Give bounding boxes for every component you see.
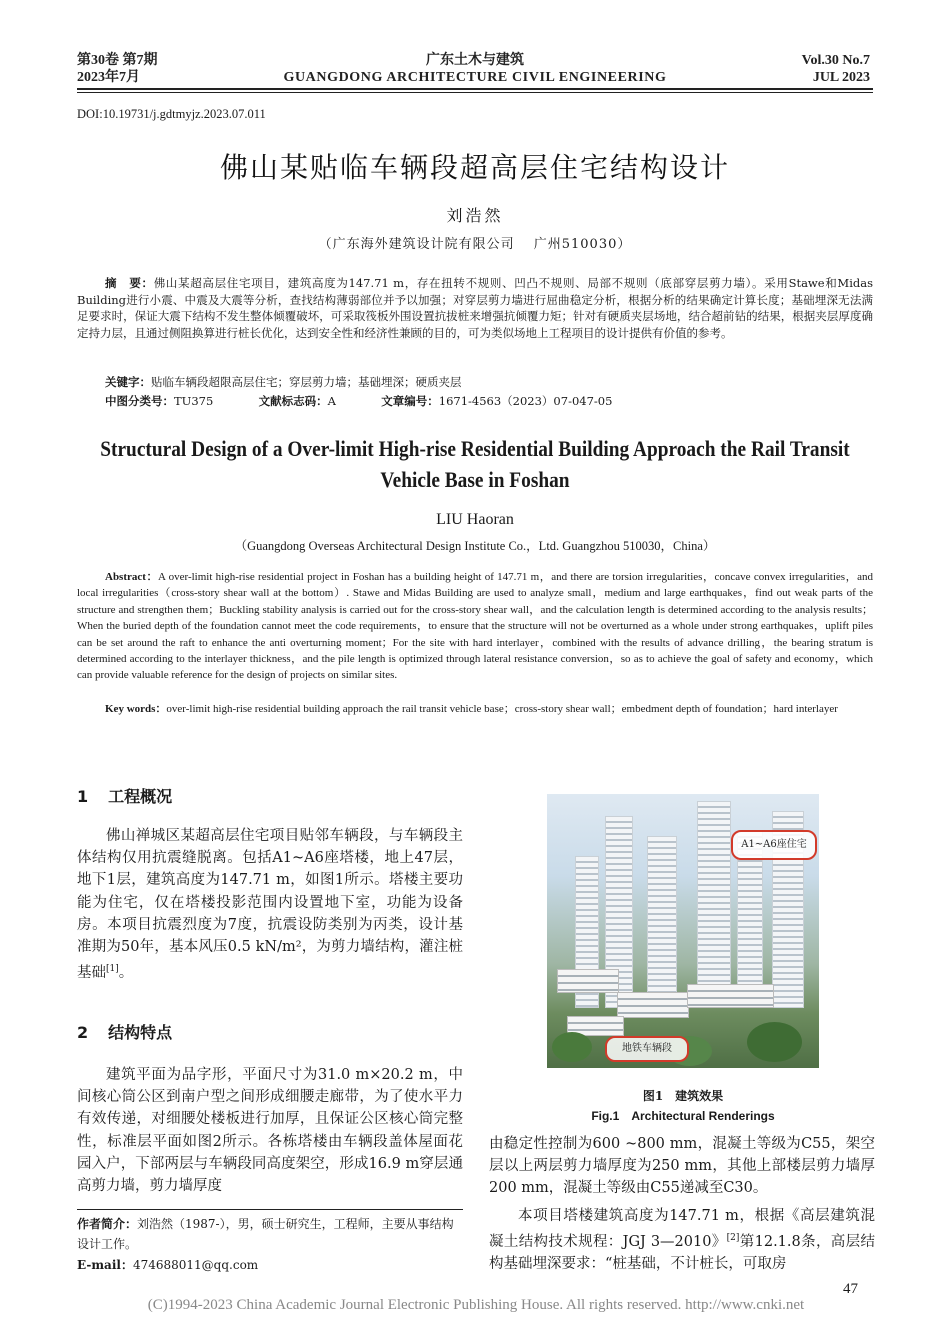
page-number: 47 (843, 1281, 858, 1297)
tree (552, 1032, 592, 1062)
abstract-en-label: Abstract： (105, 571, 158, 583)
keywords-cn-label: 关键字： (105, 375, 151, 389)
title-cn: 佛山某贴临车辆段超高层住宅结构设计 (219, 151, 730, 184)
title-en-line-1: Structural Design of a Over-limit High-rise Residential Building Approach the Rail Transit (100, 436, 850, 461)
tower (647, 836, 677, 1008)
figure-1-rendering (547, 794, 819, 1068)
keywords-en-text: over-limit high-rise residential building approach the rail transit vehicle base；cross-story shear wall；embedment depth of foundation；hard interlayer (166, 703, 838, 715)
footnote-rule (77, 1209, 463, 1210)
doi: DOI:10.19731/j.gdtmyjz.2023.07.011 (77, 107, 266, 121)
footnote-email-value: 474688011@qq.com (132, 1258, 259, 1272)
right-col-paragraph-1: 由稳定性控制为600 ~800 mm，混凝土等级为C55，架空层以上两层剪力墙厚度为250 mm，其他上部楼层剪力墙厚200 mm，混凝土等级由C55递减至C30。 (489, 1136, 875, 1197)
cls-label: 中图分类号： (105, 394, 174, 408)
article-label: 文章编号： (381, 394, 439, 408)
classification-line (105, 393, 873, 410)
abstract-en (77, 569, 873, 684)
doc-label: 文献标志码： (258, 394, 328, 408)
section-2-title: 结构特点 (108, 1023, 173, 1042)
tower (697, 801, 731, 1008)
section-1-number: 1 (77, 787, 89, 806)
footnote-email-label: E-mail： (77, 1258, 133, 1272)
citation-2: [2] (726, 1233, 740, 1244)
keywords-cn-text: 贴临车辆段超限高层住宅；穿层剪力墙；基础埋深；硬质夹层 (151, 375, 462, 389)
footnote-author-text: 刘浩然（1987-），男，硕士研究生，工程师，主要从事结构设计工作。 (77, 1217, 454, 1251)
keywords-en (77, 701, 873, 717)
section-1-end: 。 (118, 965, 134, 982)
figure-1-caption-cn: 图1 建筑效果 (642, 1089, 724, 1103)
article-value: 1671-4563（2023）07-047-05 (438, 394, 613, 408)
section-1-text: 佛山禅城区某超高层住宅项目贴邻车辆段，与车辆段主体结构仅用抗震缝脱离。包括A1~A6座塔楼，地上47层，地下1层，建筑高度为147.71 m，如图1所示。塔楼主要功能为住宅，仅在塔楼投影范围内设置地下室，功能为设备房。本项目抗震烈度为7度，抗震设防类别为丙类，设计基准期为50年，基本风压0.5 kN/m²，为剪力墙结构，灌注桩基础 (77, 828, 463, 982)
right-col-paragraph-2 (489, 1205, 875, 1275)
section-1-paragraph (77, 825, 463, 984)
date-en: JUL 2023 (812, 70, 870, 85)
header-rule (77, 88, 873, 90)
low-rise-building (687, 984, 774, 1008)
right-col-text-b: 第12.1.8条，高层结构基础埋深要求：“桩基础，不计桩长，可取房 (489, 1234, 875, 1273)
callout-towers: A1~A6座住宅 (731, 830, 817, 860)
figure-1-caption-en: Fig.1 Architectural Renderings (591, 1109, 775, 1123)
doc-value: A (327, 394, 336, 408)
section-2-number: 2 (77, 1023, 89, 1042)
abstract-en-text: A over-limit high-rise residential project in Foshan has a building height of 147.71 m，and there are torsion irregularities，concave convex irregularities，and local irregularities（cross-story shear wall at the bottom）. Stawe and Midas Building are used to analyze small，medium and large earthquakes，find out weak parts of the structure and strengthen them；Buckling stability analysis is carried out for the cross-story shear wall，and the calculation length is determined according to the analysis results；When the buried depth of the foundation cannot meet the code requirements，to ensure that the structure will not be overturned as a whole under strong earthquakes，uplift piles can be set around the raft to enhance the anti overturning moment；For the site with hard interlayer，combined with the results of advance drilling，the bearing stratum is determined according to the interlayer thickness，and the pile length is optimized through lateral resistance conversion，so as to achieve the goal of safety and economy，which can provide valuable reference for the design of projects on similar sites. (77, 571, 874, 682)
keywords-en-label: Key words： (105, 703, 167, 715)
title-en (92, 433, 858, 495)
cls-value: TU375 (174, 394, 214, 408)
affiliation-en: （Guangdong Overseas Architectural Design Institute Co.，Ltd. Guangzhou 510030，China） (234, 539, 716, 553)
footnote-author-label: 作者简介： (77, 1217, 138, 1231)
volume-en: Vol.30 No.7 (801, 53, 870, 68)
keywords-cn (105, 374, 873, 391)
abstract-cn (77, 275, 873, 341)
journal-name-en: GUANGDONG ARCHITECTURE CIVIL ENGINEERING (283, 70, 667, 85)
section-2-heading (77, 1020, 172, 1043)
section-2-paragraph: 建筑平面为品字形，平面尺寸为31.0 m×20.2 m，中间核心筒公区到南户型之间形成细腰走廊带，为了使水平力有效传递，对细腰处楼板进行加厚，且保证公区核心筒完整性，标准层平面如图2所示。各栋塔楼由车辆段盖体屋面花园入户，下部两层与车辆段同高度架空，形成16.9 m穿层通高剪力墙，剪力墙厚度 (77, 1067, 463, 1195)
callout-vehicle-base: 地铁车辆段 (605, 1036, 689, 1062)
low-rise-building (557, 969, 619, 993)
footnote-email (77, 1256, 258, 1273)
copyright-notice: (C)1994-2023 China Academic Journal Electronic Publishing House. All rights reserved. http://www.cnki.net (147, 1297, 805, 1313)
date-cn: 2023年7月 (77, 70, 140, 85)
right-col-text-a: 本项目塔楼建筑高度为147.71 m，根据《高层建筑混凝土结构技术规程：JGJ 3—2010》 (489, 1208, 875, 1251)
abstract-cn-text: 佛山某超高层住宅项目，建筑高度为147.71 m，存在扭转不规则、凹凸不规则、局部不规则（底部穿层剪力墙）。采用Stawe和Midas Building进行小震、中震及大震等分析，查找结构薄弱部位并予以加强；对穿层剪力墙进行屈曲稳定分析，根据分析的结果确定计算长度；基础埋深无法满足要求时，保证大震下结构不发生整体倾覆破坏，可采取筏板外围设置抗拔桩来增强抗倾覆力矩；针对有硬质夹层场地，结合超前钻的结果，根据夹层厚度确定持力层，且通过侧阻换算进行桩长优化，达到安全性和经济性兼顾的目的，可为类似场地上工程项目的设计提供有价值的参考。 (77, 276, 874, 340)
header-rule-thin (77, 92, 873, 93)
title-en-line-2: Vehicle Base in Foshan (380, 467, 570, 492)
author-en: LIU Haoran (436, 511, 514, 528)
citation-1: [1] (106, 964, 119, 975)
abstract-cn-label: 摘 要： (105, 276, 154, 290)
journal-name-cn: 广东土木与建筑 (426, 53, 524, 68)
section-1-heading (77, 784, 172, 807)
volume-cn: 第30卷 第7期 (77, 53, 158, 68)
author-cn: 刘浩然 (446, 206, 504, 225)
tree (747, 1022, 802, 1062)
affiliation-cn: （广东海外建筑设计院有限公司 广州510030） (318, 237, 632, 252)
low-rise-building (617, 992, 689, 1018)
footnote-author (77, 1214, 463, 1254)
section-1-title: 工程概况 (108, 787, 173, 806)
